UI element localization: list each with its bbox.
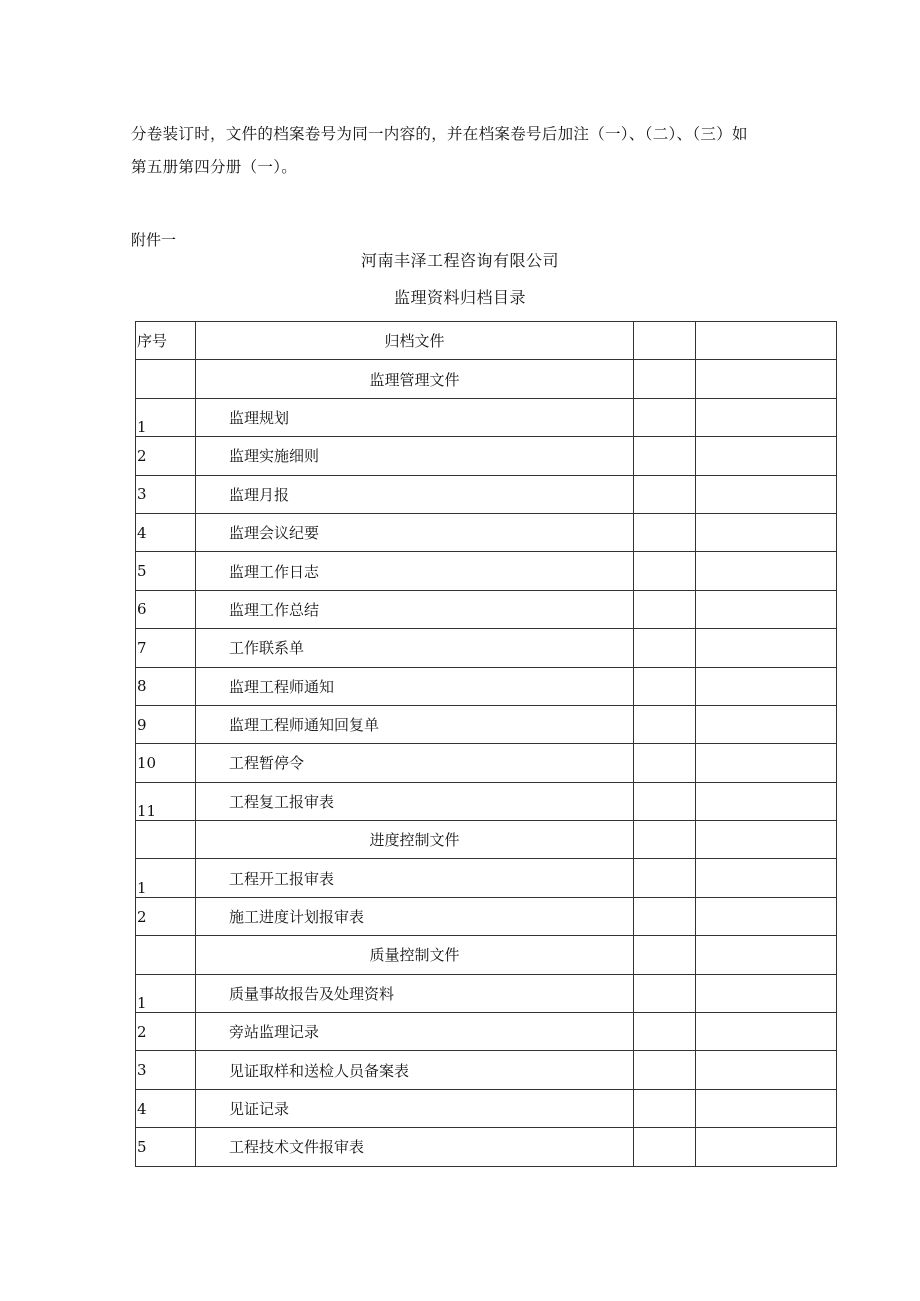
file-name: 监理工作总结 [229, 600, 320, 619]
empty-cell [696, 667, 837, 705]
section-title: 监理管理文件 [369, 370, 460, 389]
file-name: 施工进度计划报审表 [229, 908, 365, 927]
empty-cell [634, 821, 696, 859]
intro-paragraph [131, 118, 831, 184]
section-title-cell [196, 936, 634, 974]
file-name: 监理会议纪要 [229, 524, 320, 543]
company-name: 河南丰泽工程咨询有限公司 [360, 251, 559, 270]
file-name: 工程技术文件报审表 [229, 1138, 365, 1157]
empty-cell [696, 859, 837, 897]
row-number: 3 [137, 485, 147, 504]
empty-cell [634, 590, 696, 628]
table-row [136, 705, 837, 743]
empty-cell [696, 590, 837, 628]
row-number: 8 [137, 677, 147, 696]
file-name: 监理规划 [229, 408, 290, 427]
empty-cell [696, 705, 837, 743]
intro-line-1: 分卷装订时，文件的档案卷号为同一内容的，并在档案卷号后加注（一）、（二）、（三）如 [131, 125, 748, 143]
table-row [136, 897, 837, 935]
file-name: 工程暂停令 [229, 754, 305, 773]
empty-cell [634, 705, 696, 743]
table-header-row [136, 322, 837, 360]
row-number-cell [136, 360, 196, 398]
row-number: 5 [137, 1137, 147, 1156]
file-name: 工程复工报审表 [229, 792, 335, 811]
table-row [136, 974, 837, 1012]
file-name-cell [196, 590, 634, 628]
file-name-cell [196, 1089, 634, 1127]
empty-cell [634, 437, 696, 475]
table-row [136, 513, 837, 551]
row-number-cell [136, 1089, 196, 1127]
row-number-cell [136, 897, 196, 935]
empty-cell [696, 1089, 837, 1127]
row-number-cell [136, 552, 196, 590]
section-row [136, 936, 837, 974]
file-name: 旁站监理记录 [229, 1023, 320, 1042]
file-name: 监理月报 [229, 485, 290, 504]
file-name: 监理工程师通知回复单 [229, 716, 380, 735]
table-body [136, 322, 837, 1167]
empty-cell [634, 475, 696, 513]
empty-cell [634, 667, 696, 705]
intro-line-2: 第五册第四分册（一）。 [131, 158, 298, 176]
document-title: 监理资料归档目录 [393, 288, 526, 307]
row-number-cell [136, 437, 196, 475]
file-name: 工程开工报审表 [229, 869, 335, 888]
row-number-cell [136, 629, 196, 667]
header-col4 [696, 322, 837, 360]
empty-cell [696, 936, 837, 974]
file-name-cell [196, 667, 634, 705]
row-number-cell [136, 513, 196, 551]
empty-cell [634, 629, 696, 667]
row-number-cell [136, 974, 196, 1012]
empty-cell [696, 398, 837, 436]
header-file [196, 322, 634, 360]
section-title: 进度控制文件 [369, 831, 460, 850]
empty-cell [634, 782, 696, 820]
table-row [136, 859, 837, 897]
file-name-cell [196, 974, 634, 1012]
row-number-cell [136, 475, 196, 513]
empty-cell [696, 821, 837, 859]
file-name-cell [196, 437, 634, 475]
file-name: 监理实施细则 [229, 447, 320, 466]
header-no-label: 序号 [137, 332, 168, 351]
table-row [136, 1013, 837, 1051]
row-number: 1 [137, 878, 147, 897]
row-number-cell [136, 1128, 196, 1166]
table-row [136, 552, 837, 590]
empty-cell [696, 475, 837, 513]
file-name: 监理工作日志 [229, 562, 320, 581]
empty-cell [634, 1089, 696, 1127]
row-number-cell [136, 859, 196, 897]
empty-cell [634, 936, 696, 974]
empty-cell [634, 513, 696, 551]
file-name-cell [196, 552, 634, 590]
row-number: 3 [137, 1061, 147, 1080]
empty-cell [634, 744, 696, 782]
file-name: 工作联系单 [229, 639, 305, 658]
file-name-cell [196, 744, 634, 782]
header-file-label: 归档文件 [384, 332, 445, 351]
row-number-cell [136, 744, 196, 782]
row-number: 2 [137, 446, 147, 465]
file-name: 质量事故报告及处理资料 [229, 984, 395, 1003]
table-row [136, 782, 837, 820]
row-number-cell [136, 782, 196, 820]
empty-cell [696, 513, 837, 551]
section-title-cell [196, 821, 634, 859]
row-number-cell [136, 590, 196, 628]
table-row [136, 667, 837, 705]
empty-cell [696, 897, 837, 935]
empty-cell [634, 552, 696, 590]
empty-cell [696, 360, 837, 398]
row-number: 11 [137, 802, 157, 821]
file-name-cell [196, 398, 634, 436]
row-number-cell [136, 398, 196, 436]
row-number: 9 [137, 715, 147, 734]
row-number-cell [136, 821, 196, 859]
header-no [136, 322, 196, 360]
empty-cell [696, 629, 837, 667]
section-title-cell [196, 360, 634, 398]
file-name-cell [196, 1051, 634, 1089]
file-name: 见证取样和送检人员备案表 [229, 1061, 410, 1080]
attachment-label: 附件一 [131, 231, 177, 249]
archive-catalog-table [135, 321, 837, 1167]
empty-cell [634, 974, 696, 1012]
file-name-cell [196, 513, 634, 551]
empty-cell [634, 1128, 696, 1166]
row-number: 4 [137, 1099, 147, 1118]
file-name-cell [196, 1128, 634, 1166]
file-name: 见证记录 [229, 1100, 290, 1118]
empty-cell [634, 398, 696, 436]
header-col3 [634, 322, 696, 360]
file-name-cell [196, 1013, 634, 1051]
file-name-cell [196, 897, 634, 935]
row-number: 4 [137, 523, 147, 542]
file-name-cell [196, 629, 634, 667]
row-number-cell [136, 936, 196, 974]
row-number: 6 [137, 600, 147, 619]
empty-cell [696, 1013, 837, 1051]
empty-cell [696, 552, 837, 590]
file-name-cell [196, 705, 634, 743]
empty-cell [634, 1051, 696, 1089]
empty-cell [634, 897, 696, 935]
table-row [136, 1089, 837, 1127]
row-number-cell [136, 705, 196, 743]
row-number-cell [136, 1013, 196, 1051]
file-name-cell [196, 475, 634, 513]
table-row [136, 437, 837, 475]
row-number: 10 [137, 753, 157, 772]
table-row [136, 1051, 837, 1089]
table-row [136, 398, 837, 436]
file-name-cell [196, 782, 634, 820]
empty-cell [696, 1051, 837, 1089]
row-number: 1 [137, 418, 147, 437]
row-number: 2 [137, 1022, 147, 1041]
section-row [136, 360, 837, 398]
table-row [136, 475, 837, 513]
row-number-cell [136, 667, 196, 705]
section-row [136, 821, 837, 859]
section-title: 质量控制文件 [369, 946, 460, 965]
row-number-cell [136, 1051, 196, 1089]
empty-cell [696, 744, 837, 782]
file-name: 监理工程师通知 [229, 677, 335, 696]
empty-cell [634, 859, 696, 897]
empty-cell [696, 974, 837, 1012]
empty-cell [634, 360, 696, 398]
row-number: 5 [137, 562, 147, 581]
table-row [136, 744, 837, 782]
empty-cell [696, 782, 837, 820]
table-row [136, 590, 837, 628]
table-row [136, 1128, 837, 1166]
row-number: 7 [137, 638, 147, 657]
empty-cell [696, 437, 837, 475]
empty-cell [696, 1128, 837, 1166]
row-number: 2 [137, 907, 147, 926]
empty-cell [634, 1013, 696, 1051]
file-name-cell [196, 859, 634, 897]
table-row [136, 629, 837, 667]
row-number: 1 [137, 994, 147, 1013]
